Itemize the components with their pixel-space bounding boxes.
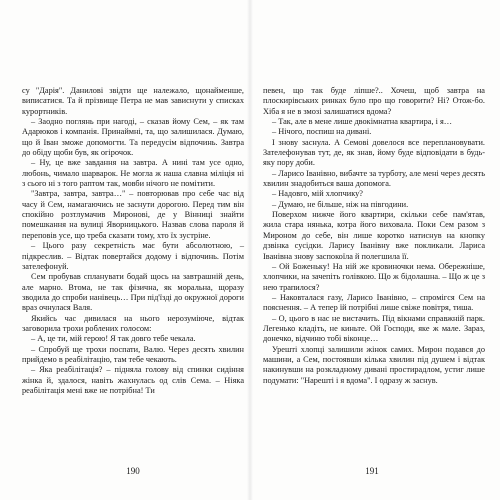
paragraph: – А, це ти, мій герою! Я так довго тебе чекала.	[31, 334, 196, 344]
paragraph: – Спробуй ще трохи поспати, Валю. Через десять хвилин прийдемо в реабілітацію, там тебе чекають.	[22, 344, 244, 364]
paragraph: – Так, але в мене лише двокімнатна квартира, і я…	[272, 117, 453, 127]
paragraph: – Надовго, мій хлопчику?	[272, 189, 363, 199]
paragraph: – Ну, це вже завдання на завтра. А нині там усе одно, любонь, чимало шарварок. Не могла ж наша славна міліція ні з сього ні з того раптом так, мовби нічого не помітити.	[22, 158, 244, 189]
paragraph: – Наковталася газу, Ларисо Іванівно, – спромігся Сем на пояснення. – А тепер їй потрібні лише свіже повітря, тиша.	[263, 292, 485, 313]
paragraph: – Заодно поглянь при нагоді, – сказав йому Сем, – як там Адарюков і компанія. Принаймні, та, що залишилася. Думаю, що й Іван зможе допомогти. Та передусім відпочинь. Завтра до обіду щоби був, як огірочок.	[22, 117, 244, 158]
paragraph: – Думаю, не більше, ніж на півгодини.	[272, 199, 409, 209]
paragraph: – Ларисо Іванівно, вибачте за турботу, але мені через десять хвилин знадобиться ваша допомога.	[263, 168, 485, 189]
right-page-number: 191	[365, 466, 379, 476]
left-page-text	[22, 86, 244, 396]
right-page-text	[263, 86, 485, 386]
paragraph: Якийсь час дивилася на нього нерозуміюче, відтак заговорила трохи роблених голосом:	[22, 313, 244, 333]
paragraph: – Яка реабілітація? – підняла голову від спинки сидіння жінка й, здалося, навіть жахнулась од слів Сема. – Ніяка реабілітація мені вже не потрібна! Ти	[22, 365, 244, 395]
paragraph: су "Дарія". Данилові звідти ще належало, щонайменше, виписатися. Та й прізвище Петра не мав зависнути у списках курортників.	[22, 86, 244, 116]
paragraph: – Нічого, поспиш на дивані.	[272, 127, 372, 137]
paragraph: – Цього разу секретність має бути абсолютною, – підкреслив. – Відтак повертайся додому і відпочинь. Потім зателефонуй.	[22, 241, 244, 271]
paragraph: І знову заснула. А Семові довелося все переплановувати. Зателефонував тут, де, як знав, йому буде відповідати в будь-яку пору доби.	[263, 137, 485, 168]
paragraph: Урешті хлопці залишили жінок самих. Мирон подався до машини, а Сем, постоявши кілька хвилин під душем і відтак накинувши на розкладному дивані простирадлом, устиг лише подумати: "Нарешті і я вдома". І одразу ж заснув.	[263, 344, 485, 385]
book-gutter	[247, 0, 253, 500]
paragraph: "Завтра, завтра, завтра…" – повторював про себе час від часу й Сем, намагаючись не заснути дорогою. Перед тим він спокійно розтлумачив Миронові, де у Вінниці знайти помешкання на вулиці Яворницького. Назвав слова пароля й переповів усе, що треба сказати тому, хто їх зустріне.	[22, 189, 244, 240]
left-page-number: 190	[126, 466, 140, 476]
paragraph: Сем пробував спланувати бодай щось на завтрашній день, але марно. Втома, не так фізична, як моральна, щоразу зводила до спроби нанівець… При під'їзді до окружної дороги враз очнулася Валя.	[22, 272, 244, 313]
paragraph: Поверхом нижче його квартири, скільки себе пам'ятав, жила стара нянька, котра його виховала. Поки Сем разом з Мироном до себе, він лише коротко натиснув на кнопку дзвінка сусідки. Ларису Іванівну вже покликали. Лариса Іванівна знову заспокоїла й полегшила її.	[263, 210, 485, 261]
paragraph: – Ой Боженьку! На ній же кровиночки нема. Обережніше, хлопчики, на зачепіть голівкою. Що ж бідолашна. – Що ж це з нею трапилося?	[263, 261, 485, 292]
paragraph: певен, що так буде ліпше?.. Хочеш, щоб завтра на плоскирівських ринках було про що говорити? Ні? Отож-бо. Хіба я не в змозі залишатися вдома?	[263, 86, 485, 116]
paragraph: – О, цього в нас не вистачить. Під вікнами справжній парк. Легенько кладіть, не киньте. Ой Господи, яке ж мале. Зараз, донечко, відчиню тобі віконце…	[263, 313, 485, 344]
